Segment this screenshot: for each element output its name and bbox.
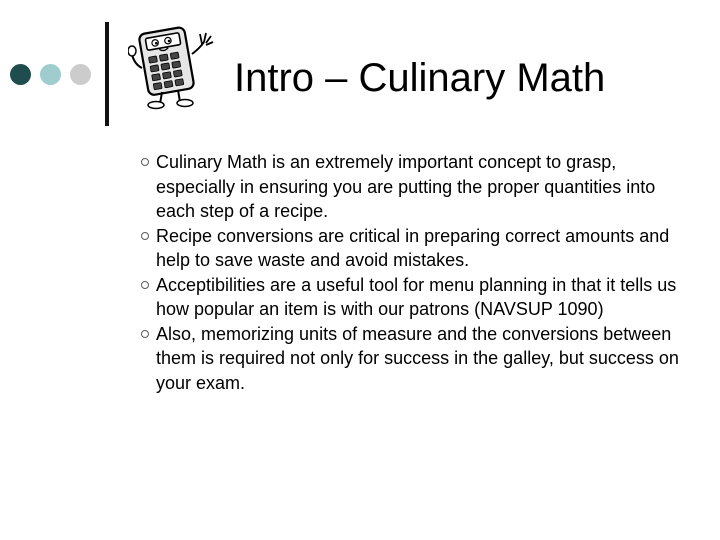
bullet-item	[142, 273, 682, 322]
hollow-circle-icon	[141, 281, 149, 289]
bullet-text: Culinary Math is an extremely important concept to grasp, especially in ensuring you are putting the proper quantities into each step of a recipe.	[156, 152, 656, 221]
dot-light-gray	[70, 64, 91, 85]
bullet-text: Recipe conversions are critical in preparing correct amounts and help to save waste and avoid mistakes.	[156, 225, 670, 270]
slide-title: Intro – Culinary Math	[234, 56, 606, 100]
decorative-dots	[10, 64, 100, 86]
bullet-list	[142, 150, 682, 395]
bullet-item	[142, 150, 682, 224]
bullet-item	[142, 322, 682, 396]
calculator-cartoon-icon	[128, 24, 220, 110]
bullet-text: Also, memorizing units of measure and the conversions between them is required not only for success in the galley, but success on your exam.	[156, 323, 679, 393]
bullet-item	[142, 224, 682, 273]
bullet-text: Acceptibilities are a useful tool for menu planning in that it tells us how popular an item is with our patrons (NAVSUP 1090)	[156, 274, 677, 319]
title-divider	[105, 22, 109, 126]
dot-light-teal	[40, 64, 61, 85]
hollow-circle-icon	[141, 232, 149, 240]
hollow-circle-icon	[141, 330, 149, 338]
dot-dark-teal	[10, 64, 31, 85]
hollow-circle-icon	[141, 158, 149, 166]
